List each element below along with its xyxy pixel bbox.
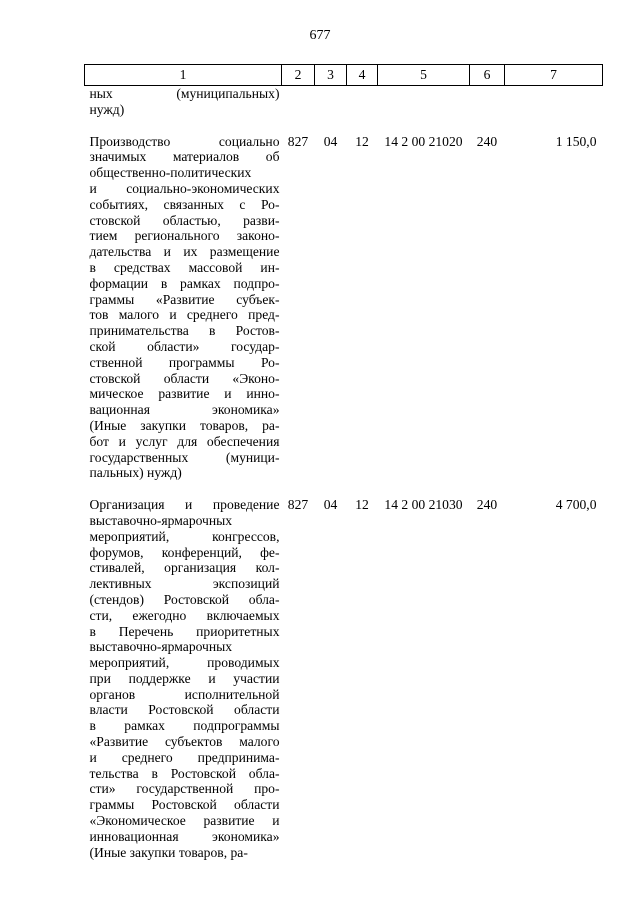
header-col-4: 4 (347, 65, 378, 86)
description-line: лективных экспозиций (89, 576, 280, 592)
cell-ministry: 827 (287, 497, 309, 513)
description-line: выставочно-ярмарочных (89, 512, 233, 528)
header-col-7: 7 (505, 65, 603, 86)
description-line: (Иные закупки товаров, ра- (89, 844, 248, 860)
cell-section: 04 (323, 497, 338, 513)
description-line: вационная экономика» (89, 402, 280, 418)
cell-target-article: 14 2 00 21030 (384, 497, 463, 513)
description-line: государственных (муници- (89, 449, 280, 465)
description-line: пальных) нужд) (89, 465, 182, 481)
cell-ministry: 827 (287, 133, 309, 149)
cell-amount: 1 150,0 (555, 133, 597, 149)
cell-expense-type: 240 (476, 133, 498, 149)
description-line: и социально-экономических (89, 180, 280, 196)
description-line: дательства и их размещение (89, 244, 280, 260)
description-line: (Иные закупки товаров, ра- (89, 417, 280, 433)
description-line: выставочно-ярмарочных (89, 639, 233, 655)
cell-subsection: 12 (355, 133, 369, 149)
description-line: в Перечень приоритетных (89, 623, 280, 639)
cell-amount: 4 700,0 (555, 497, 597, 513)
cell-expense-type: 240 (476, 497, 498, 513)
row-description (85, 134, 282, 482)
header-col-2: 2 (282, 65, 315, 86)
header-row (85, 65, 603, 86)
description-line: стовской области «Эконо- (89, 370, 280, 386)
cell-section: 04 (323, 133, 338, 149)
description-line: инновационная экономика» (89, 828, 280, 844)
description-line: сти, ежегодно включаемых (89, 607, 280, 623)
description-line: мероприятий, конгрессов, (89, 528, 280, 544)
description-line: органов исполнительной (89, 686, 280, 702)
description-line: мероприятий, проводимых (89, 655, 280, 671)
description-line: власти Ростовской области (89, 702, 280, 718)
description-line: принимательства в Ростов- (89, 323, 280, 339)
description-line: событиях, связанных с Ро- (89, 196, 280, 212)
description-line: тием регионального законо- (89, 228, 280, 244)
description-line: Производство социально (89, 133, 280, 149)
description-line: ской области» государ- (89, 338, 280, 354)
continuation-line: ных (муниципальных) (89, 86, 280, 101)
description-line: (стендов) Ростовской обла- (89, 591, 280, 607)
description-line: ственной программы Ро- (89, 354, 280, 370)
cell-subsection: 12 (355, 497, 369, 513)
description-line: мическое развитие и инно- (89, 386, 280, 402)
description-line: сти» государственной про- (89, 781, 280, 797)
description-line: значимых материалов об (89, 149, 280, 165)
description-line: в рамках подпрограммы (89, 718, 280, 734)
description-line: в средствах массовой ин- (89, 259, 280, 275)
description-line: стивалей, организация кол- (89, 560, 280, 576)
description-line: формации в рамках подпро- (89, 275, 280, 291)
table-row (85, 134, 603, 482)
continuation-row (85, 86, 603, 118)
row-description (85, 497, 282, 860)
description-line: «Экономическое развитие и (89, 813, 280, 829)
description-line: граммы «Развитие субъек- (89, 291, 280, 307)
header-col-5: 5 (378, 65, 470, 86)
table-row (85, 497, 603, 860)
description-line: бот и услуг для обеспечения (89, 433, 280, 449)
header-col-6: 6 (470, 65, 505, 86)
description-line: граммы Ростовской области (89, 797, 280, 813)
description-line: при поддержке и участии (89, 670, 280, 686)
cell-target-article: 14 2 00 21020 (384, 133, 463, 149)
description-line: Организация и проведение (89, 497, 280, 513)
description-line: тов малого и среднего пред- (89, 307, 280, 323)
description-line: форумов, конференций, фе- (89, 544, 280, 560)
continuation-text (85, 86, 282, 118)
header-col-3: 3 (315, 65, 347, 86)
description-line: тельства в Ростовской обла- (89, 765, 280, 781)
description-line: и среднего предпринима- (89, 749, 280, 765)
continuation-line: нужд) (89, 101, 125, 117)
description-line: стовской областью, разви- (89, 212, 280, 228)
description-line: общественно-политических (89, 165, 252, 181)
description-line: «Развитие субъектов малого (89, 734, 280, 750)
header-col-1: 1 (85, 65, 282, 86)
budget-table (84, 64, 603, 860)
page-number: 677 (309, 28, 331, 43)
